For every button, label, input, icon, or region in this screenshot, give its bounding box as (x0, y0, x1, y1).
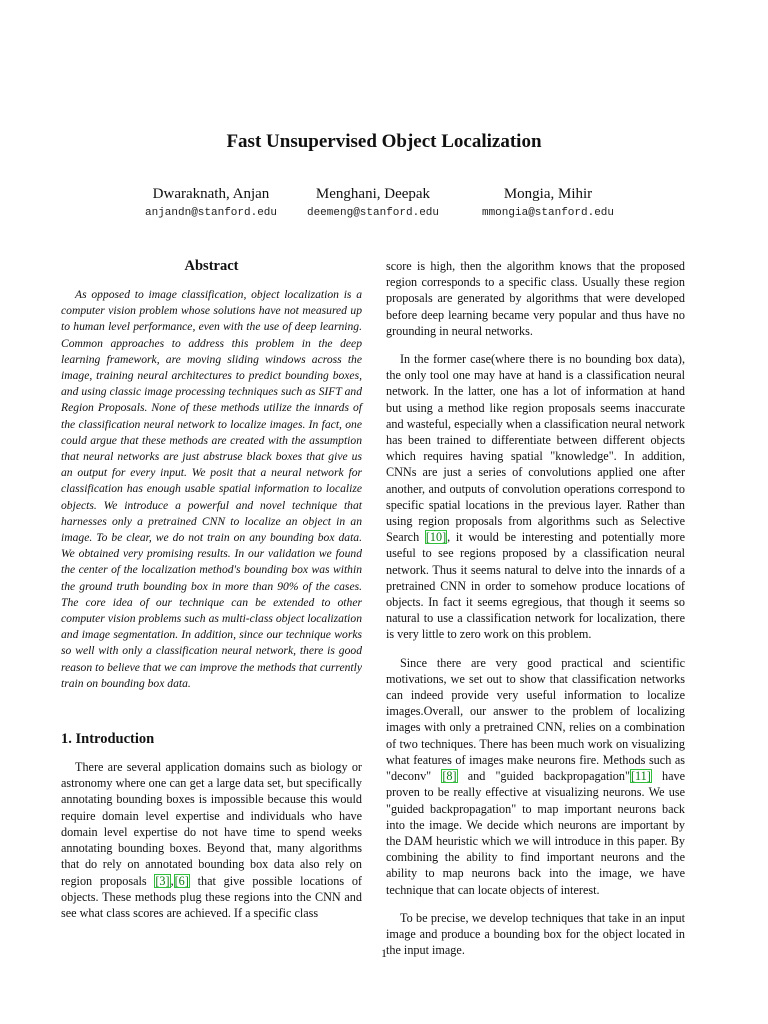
text-run: have proven to be really effective at visualizing neurons. We use "guided backpropagation" to map important neurons back into the image. We decide which neurons are important by the DAM heuristic which we will introduce in this paper. By combining the ability to find important neurons and the ability to map neurons back into the image, we have technique that can locate objects of interest. (386, 769, 685, 897)
page-number: 1 (381, 946, 387, 960)
author-name: Mongia, Mihir (503, 186, 593, 202)
citation-link[interactable]: [10] (425, 530, 447, 545)
text-run: and "guided backpropagation" (457, 769, 630, 784)
right-column (386, 258, 685, 970)
author-name: Dwaraknath, Anjan (152, 186, 270, 202)
abstract-text: As opposed to image classification, object localization is a computer vision problem whose solutions have not measured up to human level performance, even with the use of deep learning. Common approaches to address this problem in the deep learning framework, are moving sliding windows across the image, training neural architectures to predict bounding boxes, and using classic image processing techniques such as SIFT and Region Proposals. None of these methods utilize the innards of the classification neural network to localize images. In fact, one could argue that these methods are created with the assumption that neural networks are just abstruse black boxes that give us an output for every input. We posit that a neural network for classification has enough usable spatial information to localize objects. We introduce a powerful and novel technique that harnesses only a pretrained CNN to localize an object in an image. To be clear, we do not train on any bounding box data. We obtained very promising results. In our validation we found the center of the localization method's bounding box was within the ground truth bounding box in more than 90% of the cases. The core idea of our technique can be extended to other computer vision problems such as multi-class object localization and image segmentation. In addition, since our technique works so well with only a classification neural network, there is good reason to believe that we can improve the methods that currently train on bounding box data. (61, 288, 362, 690)
text-run: There are several application domains such as biology or astronomy where one can get a large data set, but specifically annotating bounding boxes is impossible because this would require domain level expertise and individuals who have domain level expertise do not have time to spend weeks annotating bounding boxes. Beyond that, many algorithms that do rely on annotated bounding box data also rely on region proposals (61, 760, 362, 888)
text-run: , it would be interesting and potentially more useful to see regions proposed by a classification neural network. Thus it seems natural to delve into the innards of a pretrained CNN in order to somehow produce locations of objects. In fact it seems egregious, that though it seems so natural to use a classification network for localization, there is very little to zero work on this problem. (386, 530, 685, 642)
citation-link[interactable]: [6] (174, 873, 189, 888)
citation-link[interactable]: [8] (442, 769, 457, 784)
section-heading-introduction: 1. Introduction (61, 731, 155, 748)
author-name: Menghani, Deepak (315, 186, 431, 202)
author-email: anjandn@stanford.edu (144, 207, 278, 219)
abstract-heading: Abstract (184, 258, 239, 274)
paper-title: Fast Unsupervised Object Localization (226, 131, 542, 152)
author-block (273, 185, 473, 220)
text-run: , (170, 873, 174, 888)
body-paragraph: score is high, then the algorithm knows that the proposed region corresponds to a specific class. Usually these region proposals are generated by algorithms that were developed before deep learning became very popular and thus have no grounding in neural networks. (386, 259, 685, 338)
citation-link[interactable]: [3] (155, 873, 170, 888)
author-email: deemeng@stanford.edu (306, 207, 440, 219)
citation-link[interactable]: [11] (630, 769, 651, 784)
body-paragraph (386, 351, 685, 643)
text-run: Since there are very good practical and scientific motivations, we set out to show that classification networks can indeed provide very useful information to localize images.Overall, our answer to the problem of localizing images with only a pretrained CNN, relies on a combination of two techniques. There has been much work on visualizing what features of images make neurons fire. Methods such as "deconv" (386, 655, 685, 784)
body-paragraph: To be precise, we develop techniques that take in an input image and produce a bounding box for the object located in the input image. (386, 910, 685, 958)
intro-paragraph (61, 759, 362, 921)
left-column (61, 257, 362, 933)
body-paragraph (386, 655, 685, 898)
author-email: mmongia@stanford.edu (481, 207, 615, 219)
author-block (448, 185, 648, 220)
text-run: In the former case(where there is no bounding box data), the only tool one may have at hand is a classification neural network. In the latter, one has a lot of information at hand but using a method like region proposals seems inaccurate and wasteful, especially when a classification neural network has been trained to differentiate between different objects which requires having spatial "knowledge". In addition, CNNs are just a series of convolutions applied one after another, and outputs of convolution operations correspond to specific spatial locations in the previous layer. Rather than using region proposals from algorithms such as Selective Search (386, 352, 685, 545)
text-run: that give possible locations of objects. These methods plug these regions into the CNN and see what class scores are achieved. If a specific class (61, 873, 362, 920)
